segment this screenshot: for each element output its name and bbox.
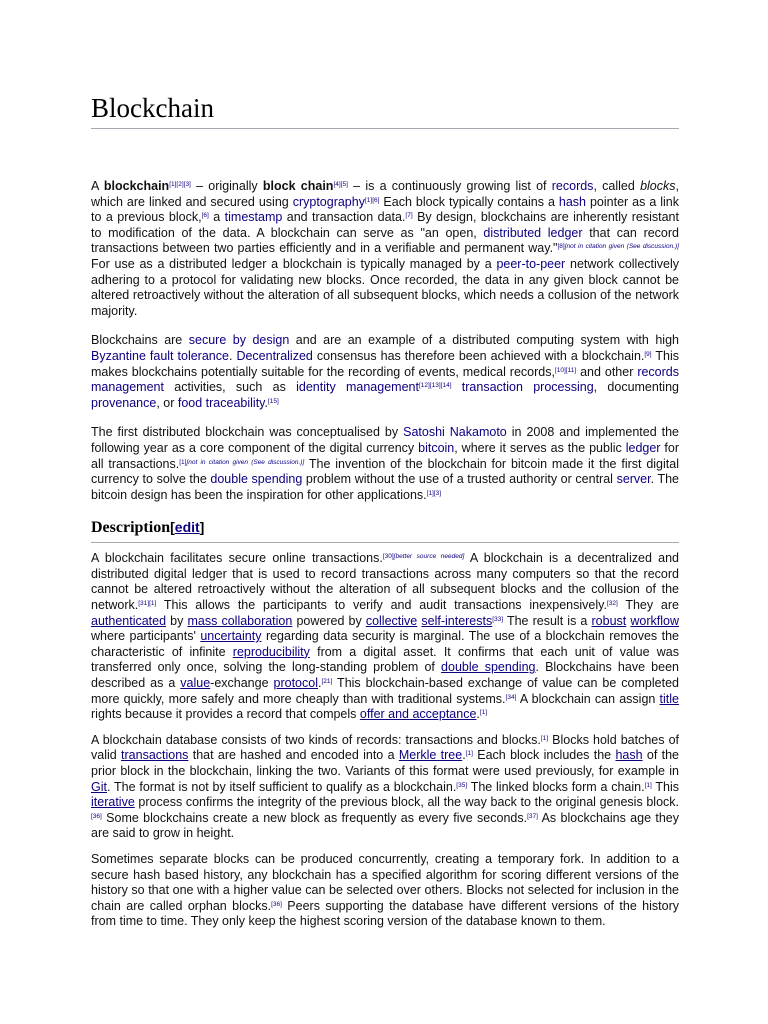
link-workflow[interactable]: workflow bbox=[630, 613, 679, 628]
link-records-management[interactable]: records management bbox=[91, 364, 679, 395]
citation-note[interactable]: [not in citation given (See discussion.)] bbox=[186, 458, 305, 466]
citation[interactable]: [4][5] bbox=[333, 181, 348, 188]
page-title: Blockchain bbox=[91, 90, 679, 129]
citation[interactable]: [31][1] bbox=[138, 600, 157, 608]
paragraph-5: A blockchain database consists of two kinds of records: transactions and blocks.[1] Blocks hold batches of valid transactions that are hashed and encoded into a Merkle tree.[1] Each block includes the hash of the prior block in the blockchain, linking the two. Variants of this format were used previously, for example in Git. The format is not by itself sufficient to qualify as a blockchain.[35] The linked blocks form a chain.[1] This iterative process confirms the integrity of the previous block, all the way back to the original genesis block.[36] Some blockchains create a new block as frequently as every five seconds.[37] As blockchains age they are said to grow in height. bbox=[91, 732, 680, 841]
bold-term: block chain bbox=[262, 179, 334, 193]
citation-note[interactable]: [better source needed] bbox=[393, 553, 465, 561]
paragraph-6: Sometimes separate blocks can be produced concurrently, creating a temporary fork. In addition to a secure hash based history, any blockchain has a specified algorithm for scoring different versions of the history so that one with a higher value can be selected over others. Blocks not selected for inclusion in the chain are called orphan blocks.[36] Peers supporting the database have different versions of the history from time to time. They only keep the highest scoring version of the database known to them. bbox=[91, 851, 680, 929]
link-transactions[interactable]: transactions bbox=[121, 748, 189, 763]
link-identity-management[interactable]: identity management bbox=[296, 380, 419, 395]
link-hash[interactable]: hash bbox=[558, 194, 586, 209]
citation[interactable]: [1] bbox=[479, 709, 488, 717]
lead-section bbox=[91, 179, 679, 503]
link-double-spending[interactable]: double spending bbox=[441, 660, 536, 675]
citation[interactable]: [6] bbox=[201, 212, 209, 220]
link-distributed-ledger[interactable]: distributed ledger bbox=[483, 225, 583, 240]
edit-link[interactable]: edit bbox=[174, 519, 200, 536]
link-secure-by-design[interactable]: secure by design bbox=[188, 333, 290, 348]
link-iterative[interactable]: iterative bbox=[91, 795, 135, 810]
citation[interactable]: [32] bbox=[606, 600, 618, 608]
citation[interactable]: [15] bbox=[267, 397, 279, 405]
citation[interactable]: [12][13][14] bbox=[418, 382, 452, 390]
link-ledger[interactable]: ledger bbox=[625, 440, 661, 455]
link-uncertainty[interactable]: uncertainty bbox=[200, 629, 262, 644]
citation[interactable]: [37] bbox=[527, 812, 538, 820]
citation[interactable]: [34] bbox=[505, 693, 517, 701]
paragraph-3: The first distributed blockchain was conceptualised by Satoshi Nakamoto in 2008 and implemented the following year as a core component of the digital currency bitcoin, where it serves as the public ledger for all transactions.[1][not in citation given (See discussion.)] The invention of the blockchain for bitcoin made it the first digital currency to solve the double spending problem without the use of a trusted authority or central server. The bitcoin design has been the inspiration for other applications.[1][3] bbox=[91, 425, 680, 502]
link-robust[interactable]: robust bbox=[591, 613, 627, 628]
article bbox=[91, 90, 679, 940]
citation-note[interactable]: [not in citation given (See discussion.)] bbox=[564, 243, 679, 251]
link-records[interactable]: records bbox=[551, 179, 594, 193]
link-reproducibility[interactable]: reproducibility bbox=[232, 644, 310, 659]
link-collective[interactable]: collective bbox=[365, 613, 418, 628]
section-heading-description: Description[edit] bbox=[91, 517, 679, 543]
link-authenticated[interactable]: authenticated bbox=[91, 613, 167, 628]
link-peer-to-peer[interactable]: peer-to-peer bbox=[496, 256, 566, 271]
citation[interactable]: [10][11] bbox=[554, 366, 577, 374]
paragraph-1: A blockchain[1][2][3] – originally block chain[4][5] – is a continuously growing list of records, called blocks, which are linked and secured using cryptography[1][6] Each block typically contains a hash pointer as a link to a previous block,[6] a timestamp and transaction data.[7] By design, blockchains are inherently resistant to modification of the data. A blockchain can serve as "an open, distributed ledger that can record transactions between two parties efficiently and in a verifiable and permanent way."[8][not in citation given (See discussion.)] For use as a distributed ledger a blockchain is typically managed by a peer-to-peer network collectively adhering to a protocol for validating new blocks. Once recorded, the data in any given block cannot be altered retroactively without the alteration of all subsequent blocks, which needs a collusion of the network majority. bbox=[91, 179, 680, 318]
citation[interactable]: [1] bbox=[179, 458, 187, 466]
bold-term: blockchain bbox=[103, 179, 170, 193]
link-timestamp[interactable]: timestamp bbox=[224, 210, 283, 225]
citation[interactable]: [1][6] bbox=[364, 196, 380, 204]
link-bitcoin[interactable]: bitcoin bbox=[418, 440, 455, 455]
link-merkle-tree[interactable]: Merkle tree bbox=[398, 748, 463, 763]
link-cryptography[interactable]: cryptography bbox=[292, 194, 365, 209]
link-food-traceability[interactable]: food traceability bbox=[177, 395, 265, 410]
citation[interactable]: [30] bbox=[382, 553, 394, 561]
citation[interactable]: [9] bbox=[644, 350, 652, 358]
link-transaction-processing[interactable]: transaction processing bbox=[461, 380, 594, 395]
citation[interactable]: [36] bbox=[91, 812, 102, 820]
citation[interactable]: [36] bbox=[271, 900, 282, 908]
description-section bbox=[91, 551, 679, 930]
paragraph-2: Blockchains are secure by design and are an example of a distributed computing system with high Byzantine fault tolerance. Decentralized consensus has therefore been achieved with a blockchain.[9] This makes blockchains potentially suitable for the recording of events, medical records,[10][11] and other records management activities, such as identity management[12][13][14] transaction processing, documenting provenance, or food traceability.[15] bbox=[91, 333, 679, 410]
citation[interactable]: [1][2][3] bbox=[169, 181, 191, 188]
link-double-spending[interactable]: double spending bbox=[210, 472, 303, 487]
link-hash[interactable]: hash bbox=[615, 748, 643, 763]
paragraph-4: A blockchain facilitates secure online transactions.[30][better source needed] A blockchain is a decentralized and distributed digital ledger that is used to record transactions across many computers so that the record cannot be altered retroactively without the alteration of all subsequent blocks and the collusion of the network.[31][1] This allows the participants to verify and audit transactions inexpensively.[32] They are authenticated by mass collaboration powered by collective self-interests[33] The result is a robust workflow where participants' uncertainty regarding data security is marginal. The use of a blockchain removes the characteristic of infinite reproducibility from a digital asset. It confirms that each unit of value was transferred only once, solving the long-standing problem of double spending. Blockchains have been described as a value-exchange protocol.[21] This blockchain-based exchange of value can be completed more quickly, more safely and more cheaply than with traditional systems.[34] A blockchain can assign title rights because it provides a record that compels offer and acceptance.[1] bbox=[91, 551, 680, 722]
citation[interactable]: [1] bbox=[465, 750, 473, 758]
link-mass-collaboration[interactable]: mass collaboration bbox=[187, 613, 293, 628]
link-value[interactable]: value bbox=[180, 676, 211, 691]
citation[interactable]: [1][3] bbox=[426, 489, 442, 497]
citation[interactable]: [21] bbox=[321, 678, 333, 686]
link-title[interactable]: title bbox=[659, 691, 679, 706]
link-protocol[interactable]: protocol bbox=[273, 676, 318, 691]
citation[interactable]: [1] bbox=[644, 781, 652, 789]
citation[interactable]: [1] bbox=[540, 734, 549, 742]
link-decentralized[interactable]: Decentralized bbox=[236, 348, 313, 363]
citation[interactable]: [35] bbox=[456, 781, 468, 789]
link-satoshi-nakamoto[interactable]: Satoshi Nakamoto bbox=[403, 425, 507, 440]
link-byzantine[interactable]: Byzantine fault tolerance bbox=[91, 348, 229, 363]
link-self-interests[interactable]: self-interests bbox=[421, 613, 493, 628]
link-offer-and-acceptance[interactable]: offer and acceptance bbox=[359, 707, 477, 722]
link-git[interactable]: Git bbox=[91, 779, 107, 794]
citation[interactable]: [33] bbox=[492, 615, 504, 623]
link-server[interactable]: server bbox=[616, 472, 651, 487]
citation[interactable]: [8] bbox=[557, 243, 565, 251]
citation[interactable]: [7] bbox=[405, 212, 413, 220]
link-provenance[interactable]: provenance bbox=[91, 395, 157, 410]
